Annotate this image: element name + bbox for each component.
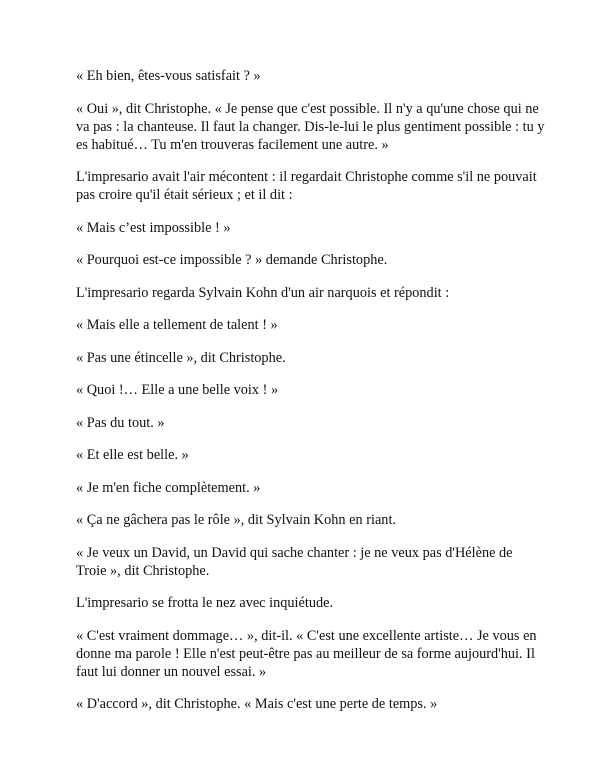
paragraph: « Eh bien, êtes-vous satisfait ? » <box>76 68 261 84</box>
paragraph: L'impresario avait l'air mécontent : il regardait Christophe comme s'il ne pouvait pas croire qu'il était sérieux ; et il dit : <box>76 169 537 203</box>
document-body <box>76 67 546 728</box>
paragraph: « Oui », dit Christophe. « Je pense que c'est possible. Il n'y a qu'une chose qui ne va pas : la chanteuse. Il faut la changer. Dis-le-lui le plus gentiment possible : tu y es habitué… Tu m'en trouveras facilement une autre. » <box>76 100 545 153</box>
paragraph: « Je veux un David, un David qui sache chanter : je ne veux pas d'Hélène de Troie », dit Christophe. <box>76 544 513 579</box>
paragraph: « Mais c’est impossible ! » <box>76 219 231 236</box>
paragraph: « Et elle est belle. » <box>76 447 189 463</box>
paragraph: L'impresario se frotta le nez avec inquiétude. <box>76 595 334 611</box>
paragraph: « Pourquoi est-ce impossible ? » demande Christophe. <box>76 252 388 268</box>
paragraph: « C'est vraiment dommage… », dit-il. « C'est une excellente artiste… Je vous en donne ma parole ! Elle n'est peut-être pas au meilleur de sa forme aujourd'hui. Il faut lui donner un nouvel essai. » <box>76 627 537 680</box>
paragraph: « Pas du tout. » <box>76 414 165 431</box>
paragraph: « Ça ne gâchera pas le rôle », dit Sylvain Kohn en riant. <box>76 512 396 528</box>
paragraph: « D'accord », dit Christophe. « Mais c'est une perte de temps. » <box>76 696 438 712</box>
paragraph: « Pas une étincelle », dit Christophe. <box>76 349 286 366</box>
paragraph: « Mais elle a tellement de talent ! » <box>76 317 278 333</box>
paragraph: « Je m'en fiche complètement. » <box>76 479 261 496</box>
paragraph: L'impresario regarda Sylvain Kohn d'un air narquois et répondit : <box>76 284 450 301</box>
paragraph: « Quoi !… Elle a une belle voix ! » <box>76 382 279 398</box>
